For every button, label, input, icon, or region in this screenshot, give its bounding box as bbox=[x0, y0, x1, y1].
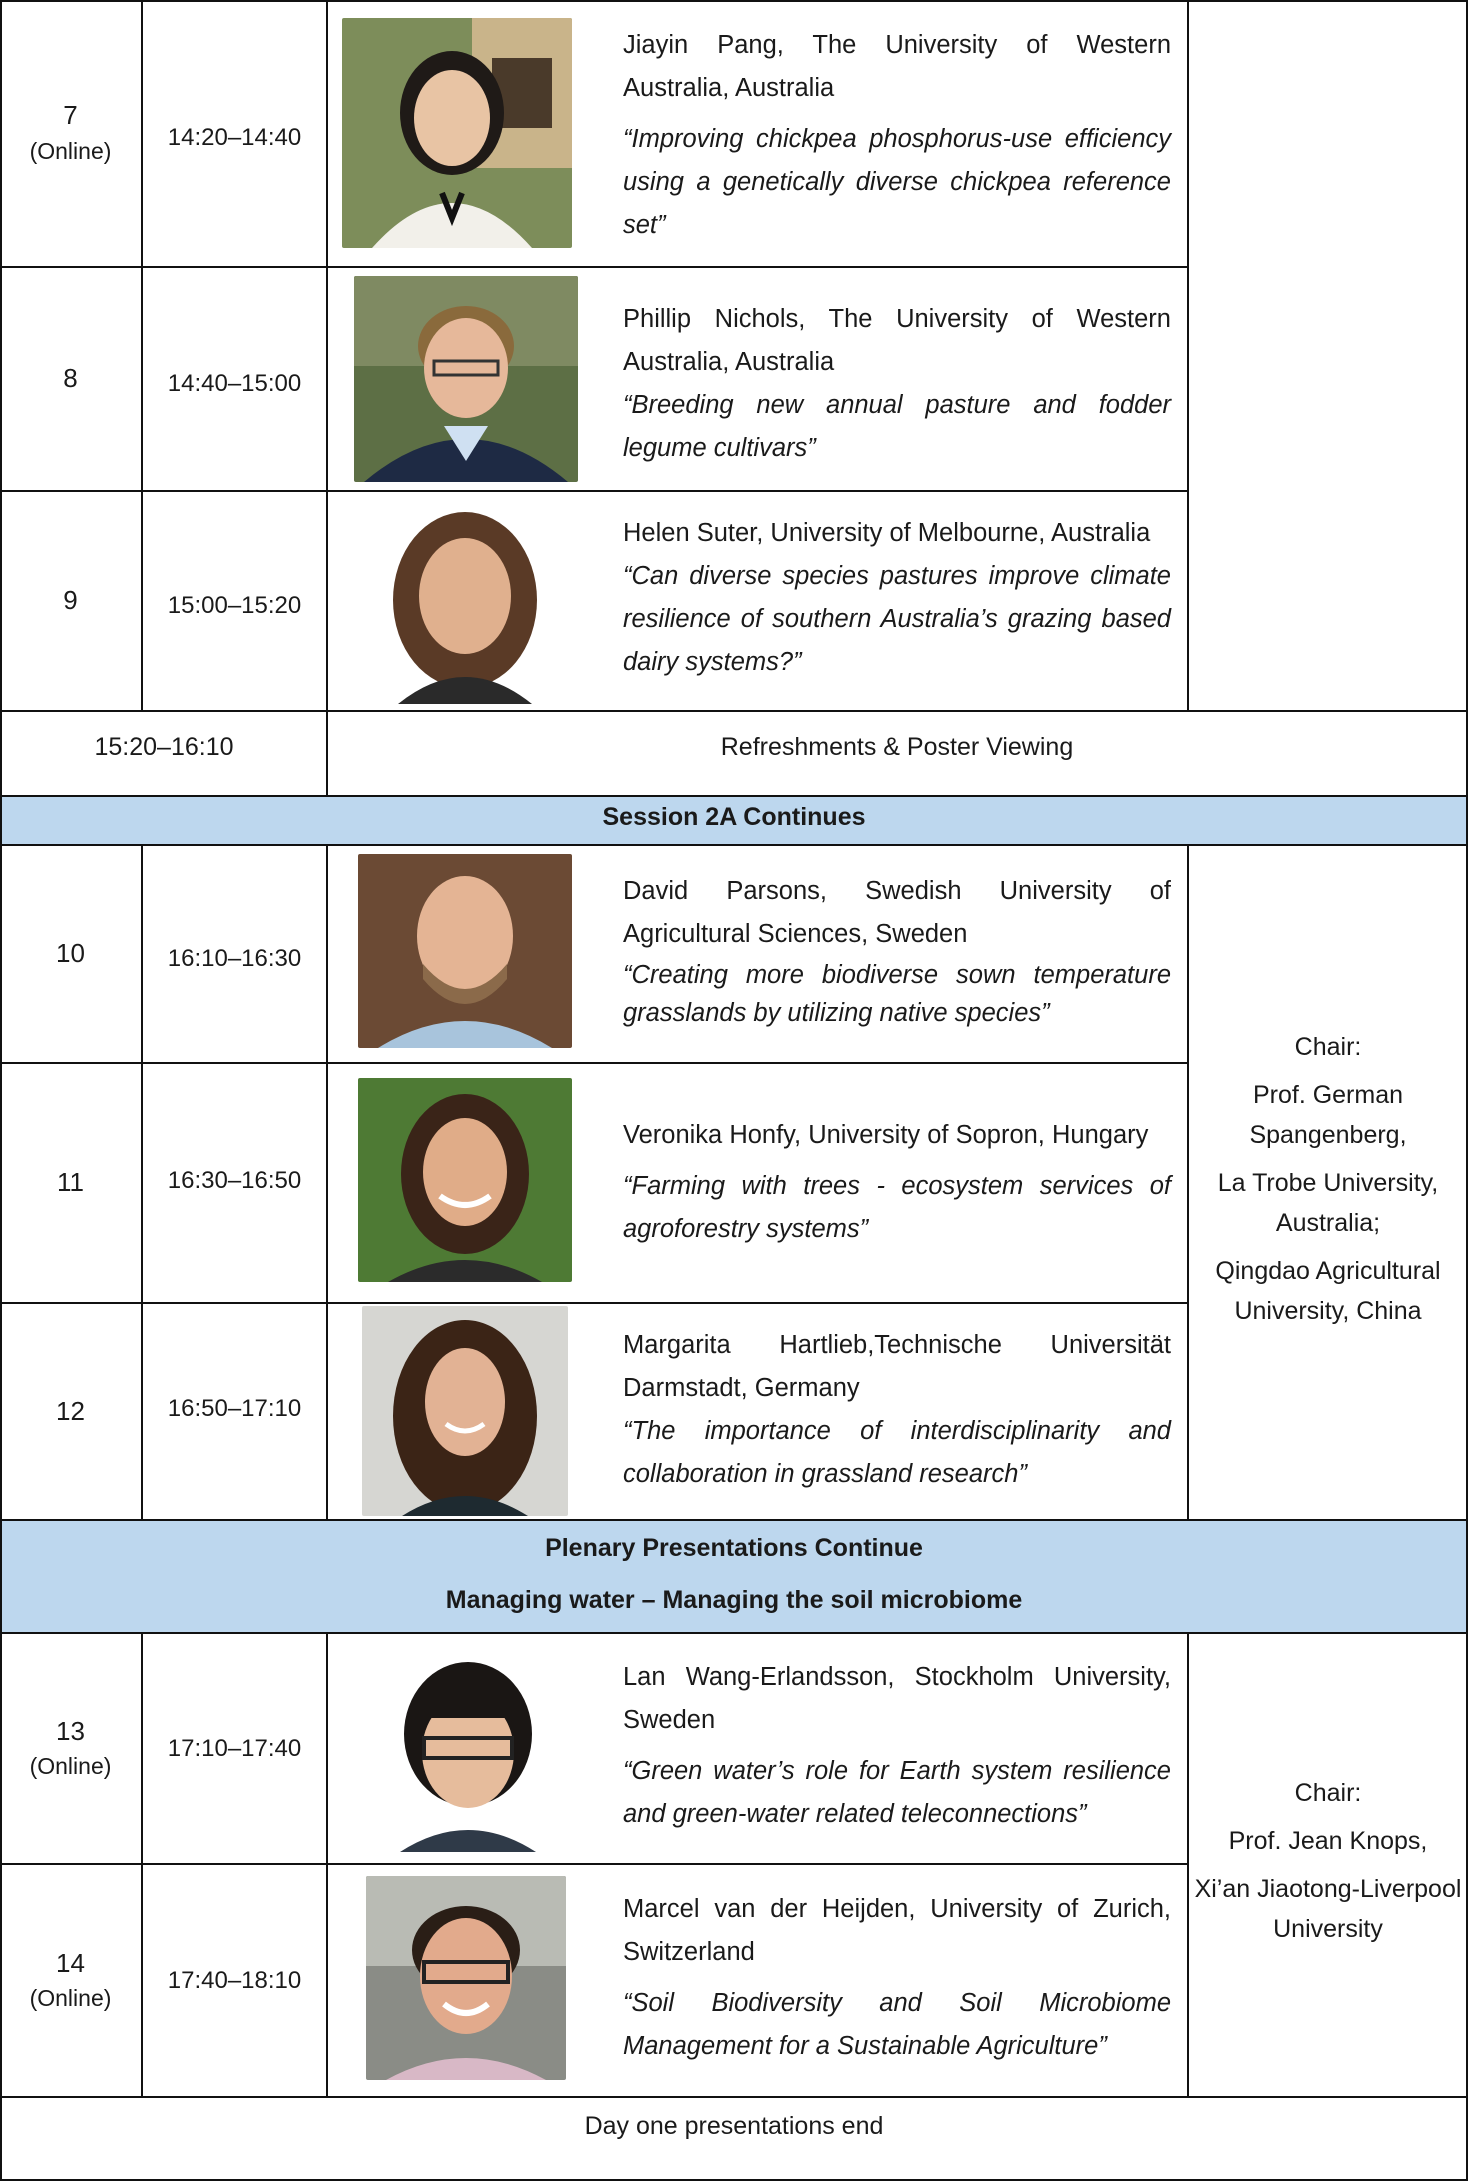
speaker-photo bbox=[358, 854, 572, 1048]
talk-title: “Creating more biodiverse sown temperature grasslands by utilizing native species” bbox=[623, 961, 1171, 1027]
talk-details bbox=[623, 870, 1171, 1032]
speaker-photo bbox=[342, 18, 572, 248]
talk-time: 17:10–17:40 bbox=[167, 1734, 302, 1762]
chair-name: Prof. Jean Knops, bbox=[1228, 1827, 1428, 1855]
col-divider bbox=[1187, 1632, 1189, 2097]
talk-number: 8 bbox=[63, 363, 78, 394]
chair-heading: Chair: bbox=[1294, 1779, 1362, 1807]
talk-number-cell bbox=[0, 268, 141, 490]
talk-details bbox=[623, 1114, 1171, 1251]
talk-title: “Improving chickpea phosphorus-use efficiency using a genetically diverse chickpea reference set” bbox=[623, 125, 1171, 239]
speaker-photo bbox=[370, 1648, 566, 1852]
speaker-name: Lan Wang-Erlandsson, Stockholm University, Sweden bbox=[623, 1663, 1171, 1734]
talk-time: 16:30–16:50 bbox=[167, 1167, 302, 1195]
col-divider bbox=[1187, 0, 1189, 712]
talk-title: “Farming with trees - ecosystem services of agroforestry systems” bbox=[623, 1172, 1171, 1243]
speaker-photo bbox=[366, 1876, 566, 2080]
speaker-name: Helen Suter, University of Melbourne, Australia bbox=[623, 519, 1151, 547]
talk-number-cell bbox=[0, 1064, 141, 1302]
speaker-photo bbox=[358, 500, 572, 704]
talk-title: “Can diverse species pastures improve climate resilience of southern Australia’s grazing based dairy systems?” bbox=[623, 562, 1171, 676]
day-end-label: Day one presentations end bbox=[584, 2112, 884, 2140]
talk-number-cell bbox=[0, 0, 141, 266]
talk-number-cell bbox=[0, 492, 141, 710]
row-divider bbox=[0, 2096, 1468, 2098]
talk-details bbox=[623, 1888, 1171, 2068]
talk-number-cell bbox=[0, 1634, 141, 1863]
speaker-photo bbox=[354, 276, 578, 482]
speaker-name: Phillip Nichols, The University of Western Australia, Australia bbox=[623, 305, 1171, 376]
online-tag: (Online) bbox=[29, 137, 112, 164]
chair-name: Prof. German Spangenberg, bbox=[1249, 1081, 1407, 1149]
speaker-photo bbox=[358, 1078, 572, 1282]
speaker-name: Margarita Hartlieb,Technische Universität Darmstadt, Germany bbox=[623, 1331, 1171, 1402]
chair-affiliation: Qingdao Agricultural University, China bbox=[1215, 1257, 1441, 1325]
session-chair bbox=[1190, 1634, 1466, 2096]
col-divider bbox=[326, 0, 328, 796]
speaker-photo bbox=[362, 1306, 568, 1516]
col-divider bbox=[1187, 844, 1189, 1520]
chair-affiliation: La Trobe University, Australia; bbox=[1217, 1169, 1439, 1237]
session-heading: Session 2A Continues bbox=[602, 803, 866, 831]
talk-number-cell bbox=[0, 846, 141, 1062]
talk-title: “Green water’s role for Earth system resilience and green-water related teleconnections” bbox=[623, 1757, 1171, 1828]
talk-details bbox=[623, 1324, 1171, 1496]
speaker-name: David Parsons, Swedish University of Agricultural Sciences, Sweden bbox=[623, 877, 1171, 948]
talk-title: “The importance of interdisciplinarity and collaboration in grassland research” bbox=[623, 1417, 1171, 1488]
talk-time: 15:00–15:20 bbox=[167, 592, 302, 620]
chair-affiliation: Xi’an Jiaotong-Liverpool University bbox=[1194, 1875, 1462, 1943]
talk-time: 17:40–18:10 bbox=[167, 1966, 302, 1994]
talk-number: 13 bbox=[56, 1715, 85, 1746]
talk-details bbox=[623, 1656, 1171, 1836]
talk-details bbox=[623, 24, 1171, 247]
talk-number-cell bbox=[0, 1865, 141, 2096]
talk-number: 9 bbox=[63, 585, 78, 616]
speaker-name: Veronika Honfy, University of Sopron, Hungary bbox=[623, 1121, 1149, 1149]
plenary-heading: Plenary Presentations Continue bbox=[545, 1534, 923, 1562]
plenary-subheading: Managing water – Managing the soil microbiome bbox=[445, 1586, 1023, 1614]
talk-number: 10 bbox=[56, 938, 85, 969]
talk-title: “Soil Biodiversity and Soil Microbiome Management for a Sustainable Agriculture” bbox=[623, 1989, 1171, 2060]
break-label: Refreshments & Poster Viewing bbox=[720, 733, 1074, 761]
talk-details bbox=[623, 512, 1171, 684]
speaker-name: Marcel van der Heijden, University of Zurich, Switzerland bbox=[623, 1895, 1171, 1966]
talk-number: 11 bbox=[57, 1167, 84, 1198]
talk-number: 7 bbox=[63, 100, 78, 131]
speaker-name: Jiayin Pang, The University of Western Australia, Australia bbox=[623, 31, 1171, 102]
talk-number: 14 bbox=[56, 1947, 85, 1978]
talk-number: 12 bbox=[56, 1395, 85, 1426]
row-divider bbox=[0, 795, 1468, 797]
break-time: 15:20–16:10 bbox=[94, 733, 234, 761]
talk-number-cell bbox=[0, 1304, 141, 1519]
talk-time: 14:20–14:40 bbox=[167, 124, 302, 152]
talk-time: 14:40–15:00 bbox=[167, 370, 302, 398]
talk-time: 16:50–17:10 bbox=[167, 1394, 302, 1422]
talk-details bbox=[623, 298, 1171, 470]
online-tag: (Online) bbox=[29, 1985, 112, 2012]
chair-heading: Chair: bbox=[1294, 1033, 1362, 1061]
col-divider bbox=[326, 1632, 328, 2097]
talk-title: “Breeding new annual pasture and fodder legume cultivars” bbox=[623, 391, 1171, 462]
talk-time: 16:10–16:30 bbox=[167, 945, 302, 973]
online-tag: (Online) bbox=[29, 1753, 112, 1780]
session-chair bbox=[1190, 846, 1466, 1520]
col-divider bbox=[326, 844, 328, 1520]
